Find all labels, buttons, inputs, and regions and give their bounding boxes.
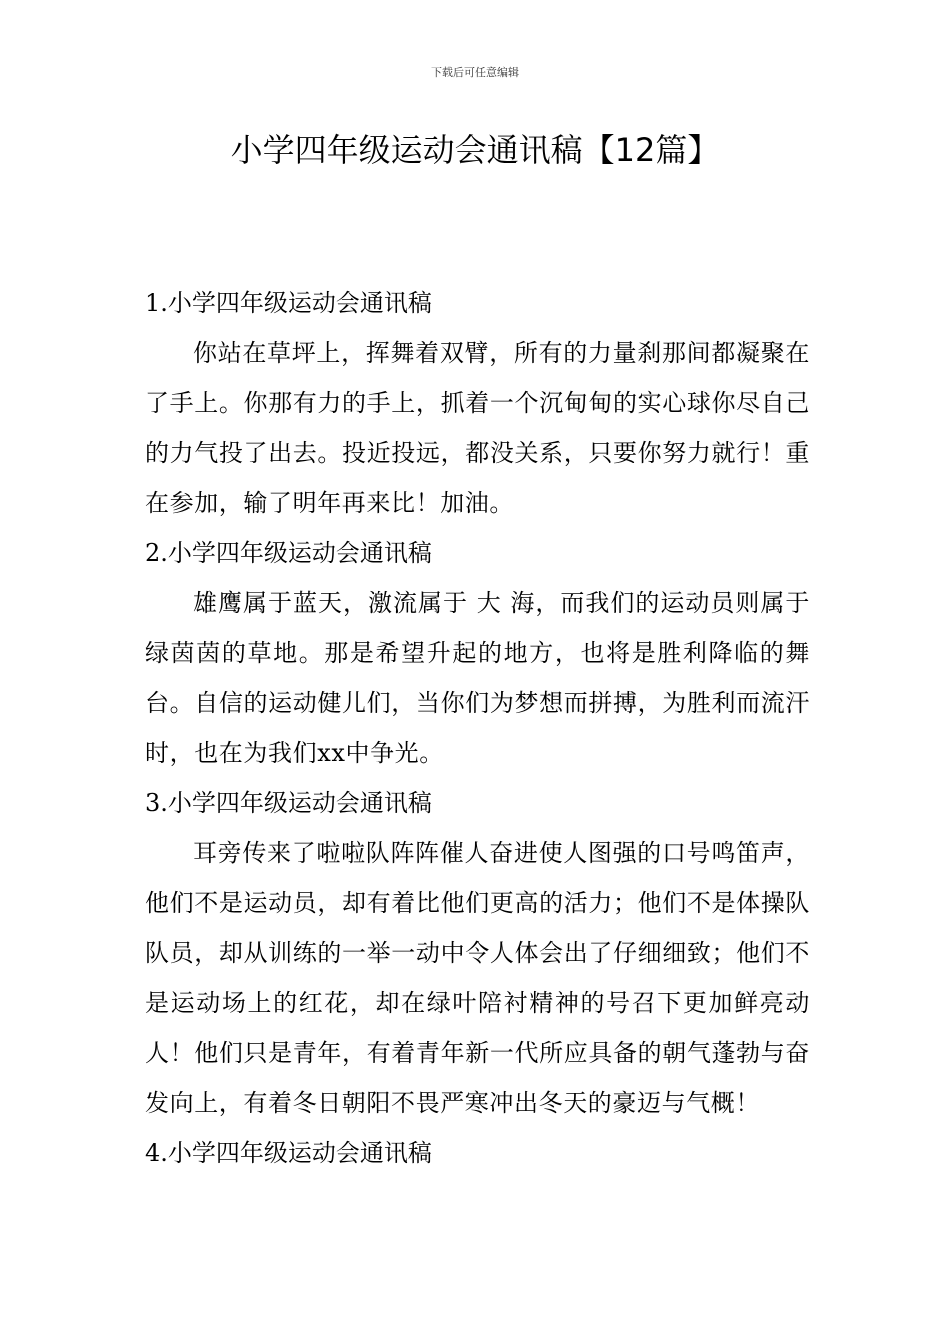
section-3	[145, 778, 810, 1128]
section-heading: 3.小学四年级运动会通讯稿	[145, 789, 432, 817]
section-1	[145, 278, 810, 528]
document-body	[145, 278, 810, 1178]
header-note: 下载后可任意编辑	[431, 66, 519, 79]
section-paragraph: 雄鹰属于蓝天，激流属于 大 海，而我们的运动员则属于绿茵茵的草地。那是希望升起的地方，也将是胜利降临的舞台。自信的运动健儿们，当你们为梦想而拼搏，为胜利而流汗时，也在为我们xx中争光。	[145, 589, 810, 767]
section-4	[145, 1128, 810, 1178]
document-title: 小学四年级运动会通讯稿【12篇】	[230, 131, 720, 169]
section-2	[145, 528, 810, 778]
section-heading: 1.小学四年级运动会通讯稿	[145, 289, 432, 317]
section-paragraph: 你站在草坪上，挥舞着双臂，所有的力量刹那间都凝聚在了手上。你那有力的手上，抓着一个沉甸甸的实心球你尽自己的力气投了出去。投近投远，都没关系，只要你努力就行！重在参加，输了明年再来比！加油。	[145, 339, 810, 517]
section-heading: 2.小学四年级运动会通讯稿	[145, 539, 432, 567]
section-paragraph: 耳旁传来了啦啦队阵阵催人奋进使人图强的口号鸣笛声，他们不是运动员，却有着比他们更高的活力；他们不是体操队队员，却从训练的一举一动中令人体会出了仔细细致；他们不是运动场上的红花，却在绿叶陪衬精神的号召下更加鲜亮动人！他们只是青年，有着青年新一代所应具备的朝气蓬勃与奋发向上，有着冬日朝阳不畏严寒冲出冬天的豪迈与气概！	[145, 839, 810, 1117]
section-heading: 4.小学四年级运动会通讯稿	[145, 1139, 432, 1167]
